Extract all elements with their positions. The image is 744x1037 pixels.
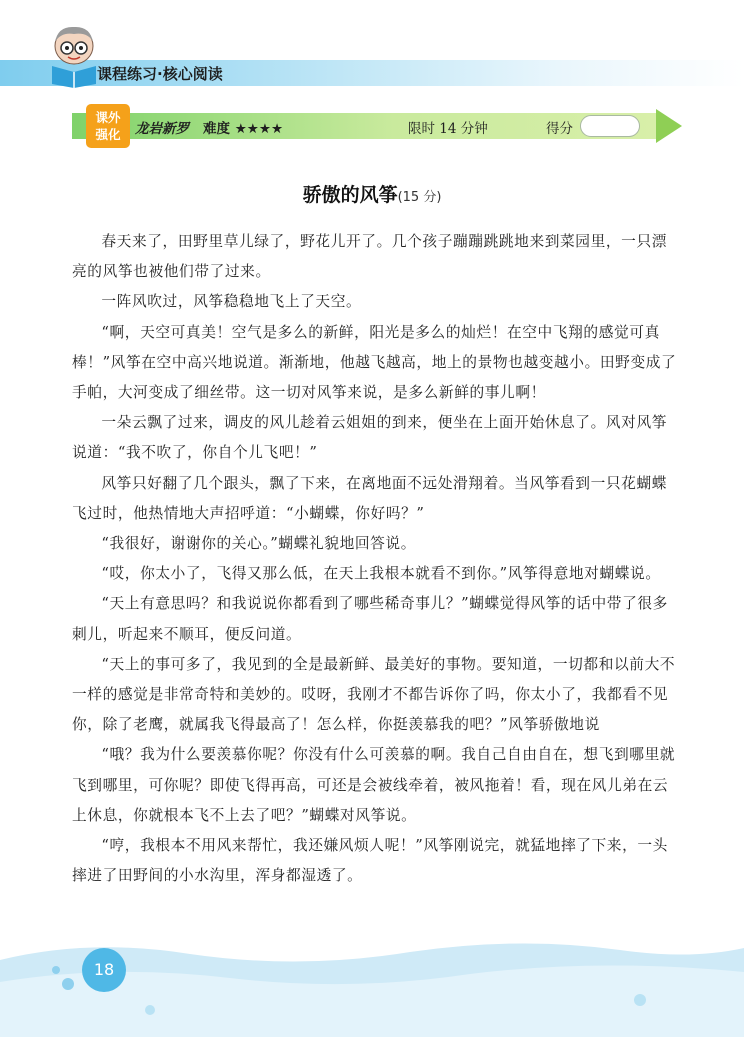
paragraph: 风筝只好翻了几个跟头，飘了下来，在离地面不远处滑翔着。当风筝看到一只花蝴蝶飞过时，他热情地大声招呼道：“小蝴蝶，你好吗？” (72, 474, 668, 522)
paragraph: “天上的事可多了，我见到的全是最新鲜、最美好的事物。要知道，一切都和以前大不一样的感觉是非常奇特和美妙的。哎呀，我刚才不都告诉你了吗，你太小了，我都看不见你，除了老鹰，就属我飞得最高了！怎么样，你挺羡慕我的吧？”风筝骄傲地说 (72, 655, 676, 734)
paragraph: “我很好，谢谢你的关心。”蝴蝶礼貌地回答说。 (101, 535, 417, 553)
badge-line-2: 强化 (95, 127, 121, 142)
article-score: (15 分) (397, 190, 442, 205)
extracurricular-badge (86, 104, 130, 148)
paragraph: 一阵风吹过，风筝稳稳地飞上了天空。 (101, 293, 362, 311)
difficulty-rating: 难度 ★★★★ (203, 121, 284, 137)
paragraph: 一朵云飘了过来，调皮的风儿趁着云姐姐的到来，便坐在上面开始休息了。风对风筝说道：“我不吹了，你自个儿飞吧！” (72, 414, 668, 462)
page-number: 18 (93, 960, 115, 979)
time-limit: 限时 14 分钟 (408, 121, 488, 137)
paragraph: “天上有意思吗？和我说说你都看到了哪些稀奇事儿？”蝴蝶觉得风筝的话中带了很多刺儿，听起来不顺耳，便反问道。 (72, 595, 668, 643)
paragraph: “啊，天空可真美！空气是多么的新鲜，阳光是多么的灿烂！在空中飞翔的感觉可真棒！”风筝在空中高兴地说道。渐渐地，他越飞越高，地上的景物也越变越小。田野变成了手帕，大河变成了细丝带。这一切对风筝来说，是多么新鲜的事儿啊！ (72, 323, 677, 402)
exam-source: 龙岩新罗 (135, 121, 189, 137)
paragraph: “哎，你太小了，飞得又那么低，在天上我根本就看不到你。”风筝得意地对蝴蝶说。 (101, 565, 661, 583)
section-header-title: 课程练习·核心阅读 (97, 65, 223, 83)
score-label: 得分 (546, 121, 573, 137)
article-title-text: 骄傲的风筝 (302, 184, 398, 206)
badge-line-1: 课外 (95, 110, 121, 125)
article-body (72, 227, 682, 891)
paragraph: “哦？我为什么要羡慕你呢？你没有什么可羡慕的啊。我自己自由自在，想飞到哪里就飞到哪里，可你呢？即使飞得再高，可还是会被线牵着，被风拖着！看，现在风儿弟在云上休息，你就根本飞不上去了吧？”蝴蝶对风筝说。 (72, 746, 676, 824)
exercise-banner (72, 104, 684, 148)
paragraph: “哼，我根本不用风来帮忙，我还嫌风烦人呢！”风筝刚说完，就猛地摔了下来，一头摔进了田野间的小水沟里，浑身都湿透了。 (72, 837, 668, 885)
article-title (0, 180, 744, 207)
banner-arrow-icon (656, 109, 682, 143)
score-field[interactable] (580, 115, 640, 137)
paragraph: 春天来了，田野里草儿绿了，野花儿开了。几个孩子蹦蹦跳跳地来到菜园里，一只漂亮的风筝也被他们带了过来。 (72, 233, 668, 281)
